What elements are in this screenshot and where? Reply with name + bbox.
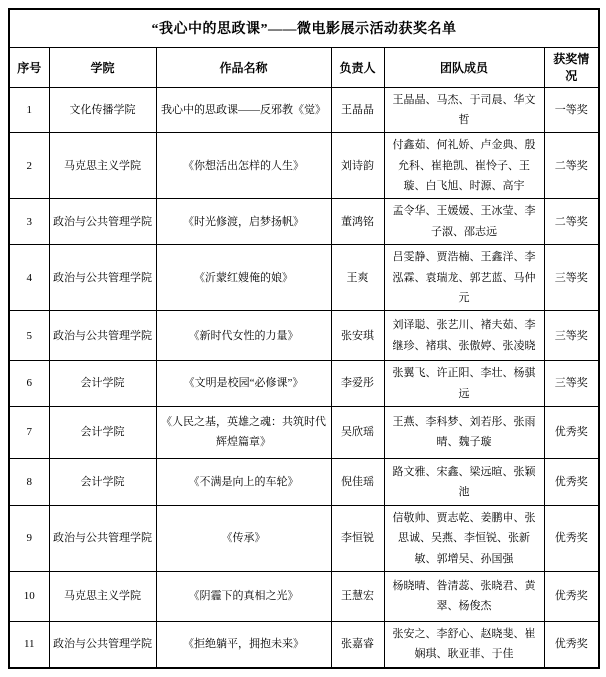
table-row bbox=[9, 458, 599, 505]
cell-serial-number: 11 bbox=[9, 621, 49, 667]
cell-award-level: 三等奖 bbox=[544, 245, 599, 311]
cell-serial-number: 5 bbox=[9, 311, 49, 361]
cell-award-level: 优秀奖 bbox=[544, 571, 599, 621]
cell-leader: 董鸿铭 bbox=[331, 199, 384, 245]
cell-college: 会计学院 bbox=[49, 361, 156, 407]
cell-team-members: 路文雅、宋鑫、梁远暄、张颖池 bbox=[384, 458, 544, 505]
cell-award-level: 三等奖 bbox=[544, 361, 599, 407]
cell-leader: 李恒锐 bbox=[331, 505, 384, 571]
cell-serial-number: 2 bbox=[9, 133, 49, 199]
cell-award-level: 二等奖 bbox=[544, 199, 599, 245]
cell-college: 马克思主义学院 bbox=[49, 571, 156, 621]
column-header-no: 序号 bbox=[9, 47, 49, 87]
cell-work-title: 《文明是校园“必修课”》 bbox=[156, 361, 331, 407]
table-header-row bbox=[9, 47, 599, 87]
cell-leader: 倪佳瑶 bbox=[331, 458, 384, 505]
page-title: “我心中的思政课”——微电影展示活动获奖名单 bbox=[9, 9, 599, 47]
cell-college: 政治与公共管理学院 bbox=[49, 621, 156, 667]
cell-college: 政治与公共管理学院 bbox=[49, 245, 156, 311]
table-body bbox=[9, 87, 599, 668]
cell-team-members: 孟令华、王媛媛、王冰莹、李子淑、邵志远 bbox=[384, 199, 544, 245]
cell-team-members: 付鑫茹、何礼娇、卢金典、殷允科、崔艳凯、崔怜子、王璇、白飞旭、时源、高宇 bbox=[384, 133, 544, 199]
cell-leader: 张嘉睿 bbox=[331, 621, 384, 667]
cell-serial-number: 10 bbox=[9, 571, 49, 621]
cell-award-level: 优秀奖 bbox=[544, 406, 599, 458]
cell-team-members: 信敬帅、贾志乾、姜鹏申、张思诚、吴燕、李恒锐、张新敏、郭增吴、孙国强 bbox=[384, 505, 544, 571]
cell-college: 文化传播学院 bbox=[49, 87, 156, 133]
cell-work-title: 《不满是向上的车轮》 bbox=[156, 458, 331, 505]
cell-leader: 吴欣瑶 bbox=[331, 406, 384, 458]
cell-work-title: 《阴霾下的真相之光》 bbox=[156, 571, 331, 621]
column-header-members: 团队成员 bbox=[384, 47, 544, 87]
cell-work-title: 我心中的思政课——反邪教《觉》 bbox=[156, 87, 331, 133]
cell-award-level: 优秀奖 bbox=[544, 505, 599, 571]
cell-work-title: 《拒绝躺平，拥抱未来》 bbox=[156, 621, 331, 667]
cell-team-members: 杨晓晴、昝清蕊、张晓君、黄翠、杨俊杰 bbox=[384, 571, 544, 621]
table-row bbox=[9, 87, 599, 133]
table-row bbox=[9, 361, 599, 407]
cell-team-members: 刘译聪、张艺川、褚夫茹、李继珍、褚琪、张傲婷、张凌晓 bbox=[384, 311, 544, 361]
cell-work-title: 《人民之基，英雄之魂：共筑时代辉煌篇章》 bbox=[156, 406, 331, 458]
table-row bbox=[9, 406, 599, 458]
cell-serial-number: 7 bbox=[9, 406, 49, 458]
cell-college: 政治与公共管理学院 bbox=[49, 505, 156, 571]
cell-work-title: 《新时代女性的力量》 bbox=[156, 311, 331, 361]
cell-serial-number: 3 bbox=[9, 199, 49, 245]
cell-team-members: 王燕、李科梦、刘若彤、张雨晴、魏子璇 bbox=[384, 406, 544, 458]
table-row bbox=[9, 621, 599, 667]
cell-award-level: 二等奖 bbox=[544, 133, 599, 199]
cell-award-level: 优秀奖 bbox=[544, 621, 599, 667]
cell-team-members: 张安之、李舒心、赵晓斐、崔娴琪、耿亚菲、于佳 bbox=[384, 621, 544, 667]
table-row bbox=[9, 311, 599, 361]
table-row bbox=[9, 199, 599, 245]
title-row bbox=[9, 9, 599, 47]
cell-work-title: 《时光修渡，启梦扬帆》 bbox=[156, 199, 331, 245]
cell-work-title: 《沂蒙红嫂俺的娘》 bbox=[156, 245, 331, 311]
table-row bbox=[9, 245, 599, 311]
cell-leader: 刘诗韵 bbox=[331, 133, 384, 199]
cell-leader: 王慧宏 bbox=[331, 571, 384, 621]
column-header-award: 获奖情况 bbox=[544, 47, 599, 87]
cell-college: 马克思主义学院 bbox=[49, 133, 156, 199]
column-header-work: 作品名称 bbox=[156, 47, 331, 87]
cell-serial-number: 6 bbox=[9, 361, 49, 407]
cell-serial-number: 9 bbox=[9, 505, 49, 571]
cell-college: 会计学院 bbox=[49, 458, 156, 505]
table-row bbox=[9, 571, 599, 621]
cell-work-title: 《你想活出怎样的人生》 bbox=[156, 133, 331, 199]
cell-team-members: 吕雯静、贾浩楠、王鑫洋、李泓霖、袁瑞龙、郭艺蓝、马仲元 bbox=[384, 245, 544, 311]
cell-team-members: 王晶晶、马杰、于司晨、华文哲 bbox=[384, 87, 544, 133]
cell-leader: 王晶晶 bbox=[331, 87, 384, 133]
cell-serial-number: 4 bbox=[9, 245, 49, 311]
cell-award-level: 一等奖 bbox=[544, 87, 599, 133]
cell-team-members: 张翼飞、许正阳、李壮、杨骐远 bbox=[384, 361, 544, 407]
cell-serial-number: 1 bbox=[9, 87, 49, 133]
cell-award-level: 优秀奖 bbox=[544, 458, 599, 505]
awards-table bbox=[8, 8, 600, 669]
cell-serial-number: 8 bbox=[9, 458, 49, 505]
table-row bbox=[9, 505, 599, 571]
cell-college: 政治与公共管理学院 bbox=[49, 199, 156, 245]
cell-leader: 王爽 bbox=[331, 245, 384, 311]
cell-leader: 李爱彤 bbox=[331, 361, 384, 407]
cell-award-level: 三等奖 bbox=[544, 311, 599, 361]
column-header-leader: 负责人 bbox=[331, 47, 384, 87]
table-row bbox=[9, 133, 599, 199]
cell-leader: 张安琪 bbox=[331, 311, 384, 361]
cell-college: 政治与公共管理学院 bbox=[49, 311, 156, 361]
cell-college: 会计学院 bbox=[49, 406, 156, 458]
cell-work-title: 《传承》 bbox=[156, 505, 331, 571]
column-header-college: 学院 bbox=[49, 47, 156, 87]
